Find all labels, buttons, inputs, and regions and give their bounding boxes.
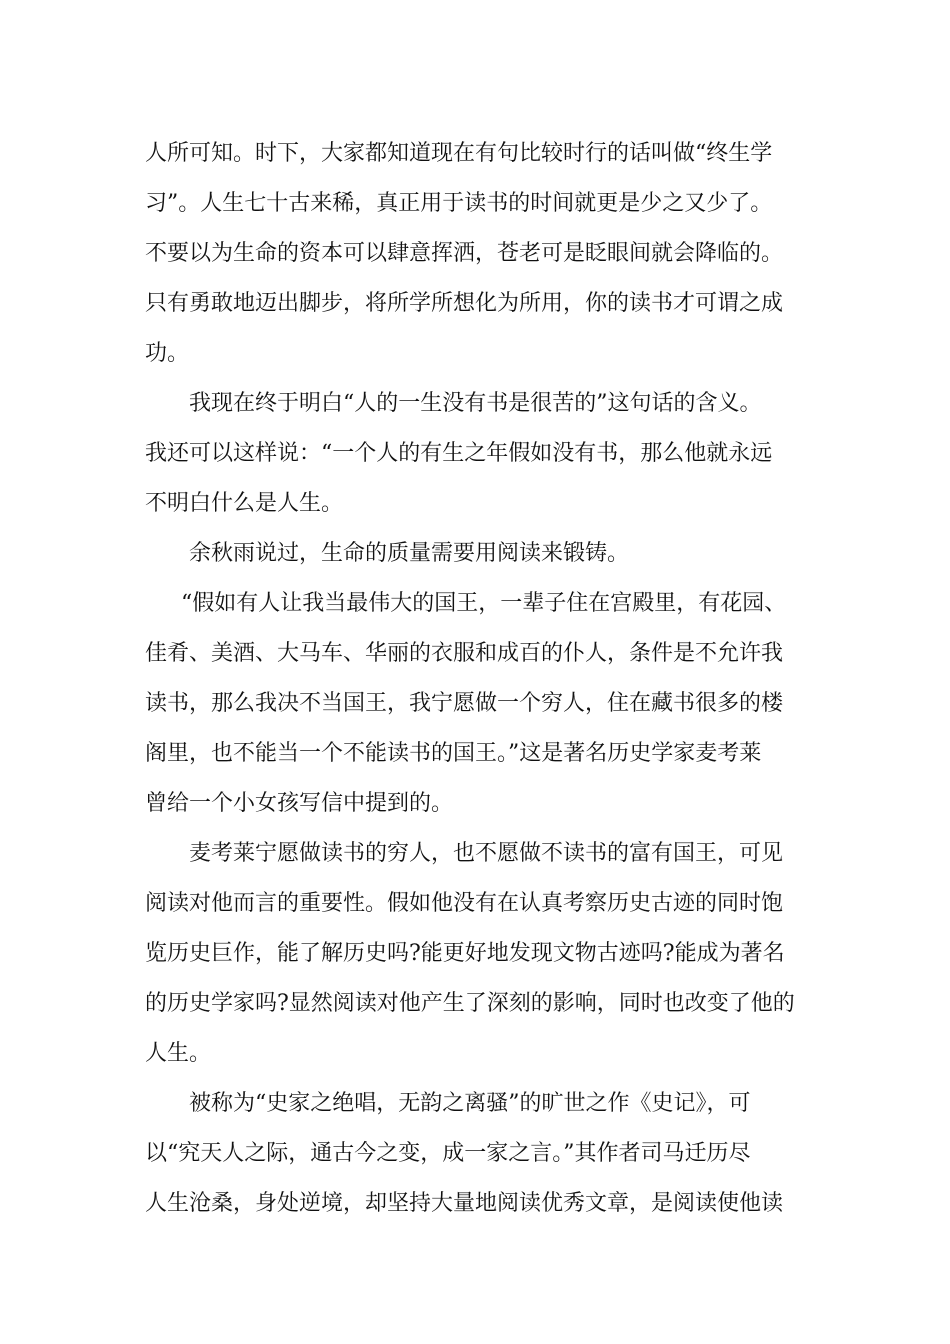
text-line: 习”。人生七十古来稀，真正用于读书的时间就更是少之又少了。: [145, 191, 773, 216]
text-line: 阁里，也不能当一个不能读书的国王。”这是著名历史学家麦考莱: [145, 741, 762, 766]
text-line: 览历史巨作，能了解历史吗?能更好地发现文物古迹吗?能成为著名: [145, 941, 785, 966]
document-body: [145, 129, 825, 1229]
paragraph-first-line: 余秋雨说过，生命的质量需要用阅读来锻铸。: [189, 541, 630, 566]
text-line: 以“究天人之际，通古今之变，成一家之言。”其作者司马迁历尽: [145, 1141, 751, 1166]
paragraph-first-line: 麦考莱宁愿做读书的穷人，也不愿做不读书的富有国王，可见: [189, 841, 784, 866]
text-line: 阅读对他而言的重要性。假如他没有在认真考察历史古迹的同时饱: [145, 891, 784, 916]
text-line: 不要以为生命的资本可以肆意挥洒，苍老可是眨眼间就会降临的。: [145, 241, 784, 266]
text-line: 人生沧桑，身处逆境，却坚持大量地阅读优秀文章，是阅读使他读: [145, 1191, 784, 1216]
text-line: 曾给一个小女孩写信中提到的。: [145, 791, 454, 816]
text-line: 不明白什么是人生。: [145, 491, 344, 516]
text-line: 人所可知。时下，大家都知道现在有句比较时行的话叫做“终生学: [145, 141, 773, 166]
text-line: 的历史学家吗?显然阅读对他产生了深刻的影响，同时也改变了他的: [145, 991, 795, 1016]
text-line: 读书，那么我决不当国王，我宁愿做一个穷人，住在藏书很多的楼: [145, 691, 784, 716]
paragraph-first-line: “假如有人让我当最伟大的国王，一辈子住在宫殿里，有花园、: [181, 591, 787, 616]
text-line: 功。: [145, 341, 190, 366]
paragraph-first-line: 被称为“史家之绝唱，无韵之离骚”的旷世之作《史记》，可: [189, 1091, 751, 1116]
text-line: 只有勇敢地迈出脚步，将所学所想化为所用，你的读书才可谓之成: [145, 291, 784, 316]
text-line: 佳肴、美酒、大马车、华丽的衣服和成百的仆人，条件是不允许我: [145, 641, 784, 666]
text-line: 我还可以这样说：“一个人的有生之年假如没有书，那么他就永远: [145, 441, 773, 466]
paragraph-first-line: 我现在终于明白“人的一生没有书是很苦的”这句话的含义。: [189, 391, 762, 416]
text-line: 人生。: [145, 1041, 212, 1066]
